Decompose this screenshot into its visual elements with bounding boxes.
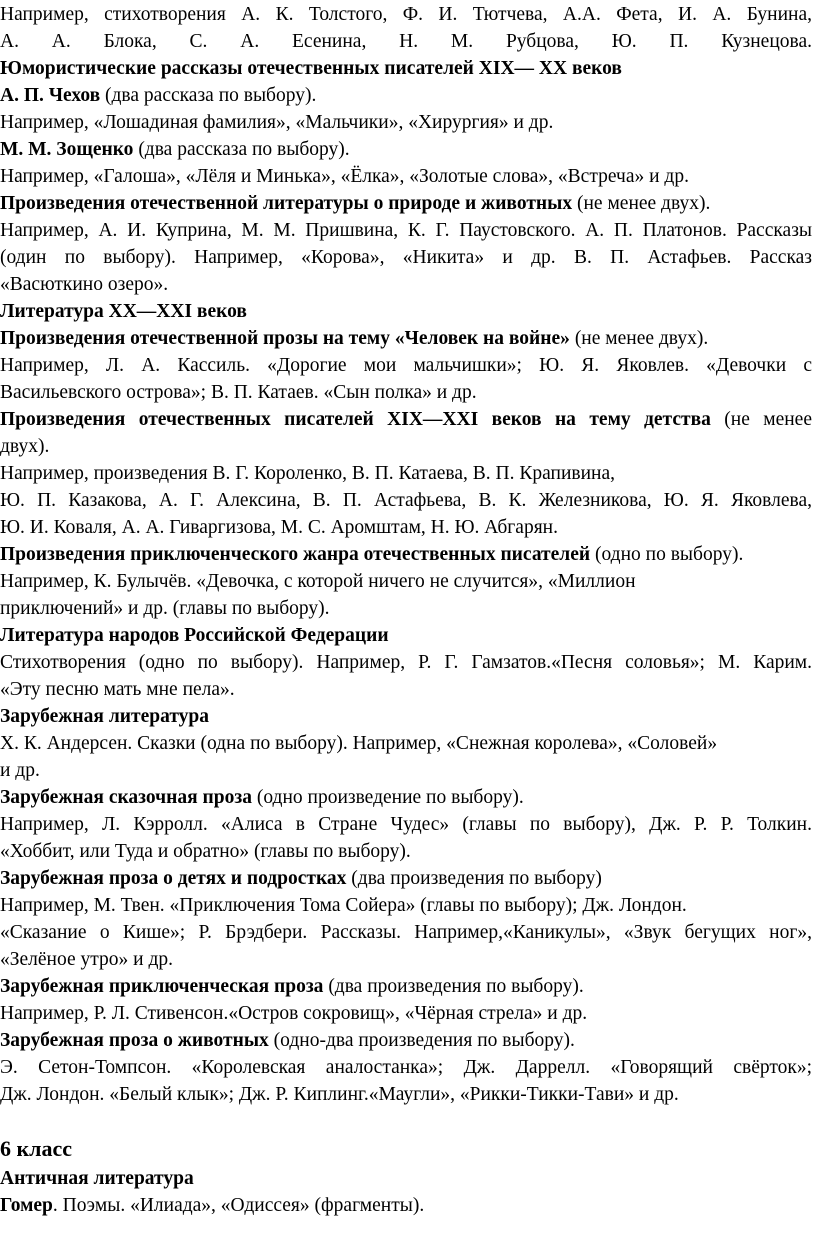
sub-heading: Античная литература	[0, 1168, 194, 1189]
text-line: Э. Сетон-Томпсон. «Королевская аналостанка»; Дж. Даррелл. «Говорящий свёрток»;	[0, 1057, 812, 1078]
section-heading: Зарубежная проза о животных (одно-два произведения по выбору).	[0, 1030, 575, 1051]
author-line: А. П. Чехов (два рассказа по выбору).	[0, 85, 317, 106]
text-line: Васильевского острова»; В. П. Катаев. «Сын полка» и др.	[0, 382, 477, 403]
text-line: двух).	[0, 436, 50, 457]
text-line: «Васюткино озеро».	[0, 274, 169, 295]
grade-heading: 6 класс	[0, 1136, 73, 1161]
text-line: Например, Р. Л. Стивенсон.«Остров сокровищ», «Чёрная стрела» и др.	[0, 1003, 588, 1024]
text-line: «Хоббит, или Туда и обратно» (главы по выбору).	[0, 841, 411, 862]
text-line: Стихотворения (одно по выбору). Например, Р. Г. Гамзатов.«Песня соловья»; М. Карим.	[0, 652, 812, 673]
author-line: М. М. Зощенко (два рассказа по выбору).	[0, 139, 350, 160]
section-heading: Произведения отечественной литературы о природе и животных (не менее двух).	[0, 193, 711, 214]
section-heading: Произведения отечественной прозы на тему «Человек на войне» (не менее двух).	[0, 328, 709, 349]
text-line: Например, произведения В. Г. Короленко, В. П. Катаева, В. П. Крапивина,	[0, 463, 616, 484]
text-line: А. А. Блока, С. А. Есенина, Н. М. Рубцова, Ю. П. Кузнецова.	[0, 31, 812, 52]
section-heading: Зарубежная проза о детях и подростках (два произведения по выбору)	[0, 868, 602, 889]
section-heading: Зарубежная сказочная проза (одно произведение по выбору).	[0, 787, 524, 808]
section-heading: Произведения отечественных писателей XIX—XXI веков на тему детства (не менее	[0, 409, 812, 430]
text-line: Например, М. Твен. «Приключения Тома Сойера» (главы по выбору); Дж. Лондон.	[0, 895, 687, 916]
section-heading: Произведения приключенческого жанра отечественных писателей (одно по выбору).	[0, 544, 744, 565]
text-line: Дж. Лондон. «Белый клык»; Дж. Р. Киплинг.«Маугли», «Рикки-Тикки-Тави» и др.	[0, 1084, 679, 1105]
text-line: и др.	[0, 760, 40, 781]
text-line: Например, Л. А. Кассиль. «Дорогие мои мальчишки»; Ю. Я. Яковлев. «Девочки с	[0, 355, 812, 376]
text-line: Например, «Лошадиная фамилия», «Мальчики», «Хирургия» и др.	[0, 112, 554, 133]
text-line: «Сказание о Кише»; Р. Брэдбери. Рассказы. Например,«Каникулы», «Звук бегущих ног»,	[0, 922, 812, 943]
text-line: Х. К. Андерсен. Сказки (одна по выбору). Например, «Снежная королева», «Соловей»	[0, 733, 718, 754]
text-line: Например, К. Булычёв. «Девочка, с которой ничего не случится», «Миллион	[0, 571, 636, 592]
section-heading: Литература XX—XXI веков	[0, 301, 247, 322]
text-line: «Зелёное утро» и др.	[0, 949, 174, 970]
section-heading: Литература народов Российской Федерации	[0, 625, 389, 646]
text-line: Ю. И. Коваля, А. А. Гиваргизова, М. С. Аромштам, Н. Ю. Абгарян.	[0, 517, 558, 538]
section-heading: Зарубежная приключенческая проза (два произведения по выбору).	[0, 976, 584, 997]
author-line: Гомер. Поэмы. «Илиада», «Одиссея» (фрагменты).	[0, 1195, 425, 1216]
text-line: Ю. П. Казакова, А. Г. Алексина, В. П. Астафьева, В. К. Железникова, Ю. Я. Яковлева,	[0, 490, 812, 511]
section-heading: Зарубежная литература	[0, 706, 209, 727]
text-line: Например, стихотворения А. К. Толстого, Ф. И. Тютчева, А.А. Фета, И. А. Бунина,	[0, 4, 812, 25]
text-line: (один по выбору). Например, «Корова», «Никита» и др. В. П. Астафьев. Рассказ	[0, 247, 812, 268]
text-line: «Эту песню мать мне пела».	[0, 679, 235, 700]
section-heading: Юмористические рассказы отечественных писателей XIX— XX веков	[0, 58, 622, 79]
text-line: Например, А. И. Куприна, М. М. Пришвина, К. Г. Паустовского. А. П. Платонов. Рассказы	[0, 220, 812, 241]
text-line: Например, Л. Кэрролл. «Алиса в Стране Чудес» (главы по выбору), Дж. Р. Р. Толкин.	[0, 814, 812, 835]
text-line: Например, «Галоша», «Лёля и Минька», «Ёлка», «Золотые слова», «Встреча» и др.	[0, 166, 689, 187]
text-line: приключений» и др. (главы по выбору).	[0, 598, 330, 619]
